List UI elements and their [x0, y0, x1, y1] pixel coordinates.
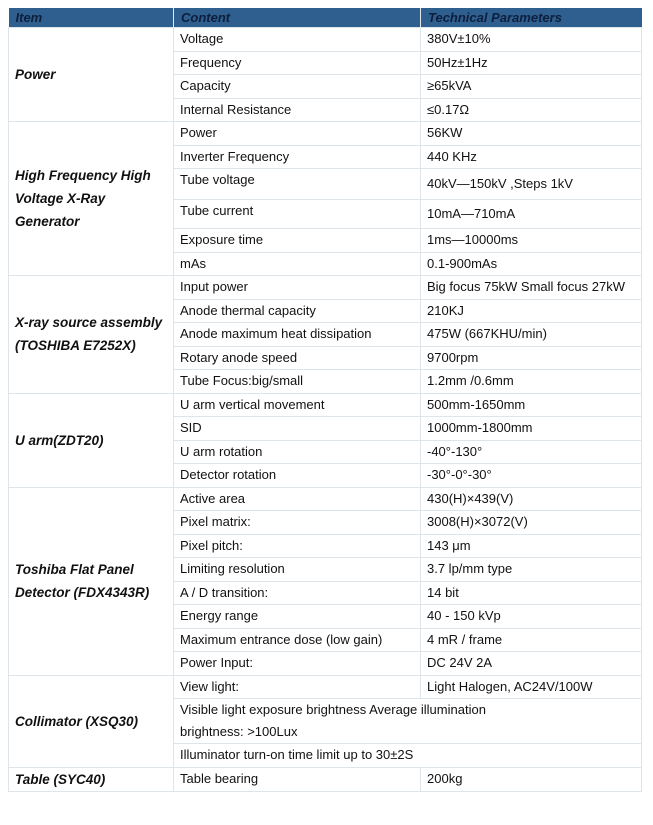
content-cell: Rotary anode speed: [174, 346, 421, 370]
content-cell-wide: Visible light exposure brightness Average illumination brightness: >100Lux: [174, 699, 642, 744]
content-cell: Frequency: [174, 51, 421, 75]
param-cell: 40 - 150 kVp: [421, 605, 642, 629]
param-cell: 440 KHz: [421, 145, 642, 169]
table-row: [9, 28, 642, 52]
table-row: [9, 393, 642, 417]
content-cell: Inverter Frequency: [174, 145, 421, 169]
param-cell: DC 24V 2A: [421, 652, 642, 676]
param-cell: 0.1-900mAs: [421, 252, 642, 276]
param-cell: 10mA—710mA: [421, 200, 642, 229]
param-cell: 56KW: [421, 122, 642, 146]
param-cell: 210KJ: [421, 299, 642, 323]
content-cell: View light:: [174, 675, 421, 699]
table-row: [9, 675, 642, 699]
content-cell: Pixel pitch:: [174, 534, 421, 558]
content-cell: Tube current: [174, 200, 421, 229]
item-flat-panel-detector: Toshiba Flat Panel Detector (FDX4343R): [9, 487, 174, 675]
content-cell: Tube voltage: [174, 169, 421, 200]
param-cell: 4 mR / frame: [421, 628, 642, 652]
content-cell: Power Input:: [174, 652, 421, 676]
param-cell: 143 μm: [421, 534, 642, 558]
content-cell: Energy range: [174, 605, 421, 629]
content-cell: Limiting resolution: [174, 558, 421, 582]
param-cell: 50Hz±1Hz: [421, 51, 642, 75]
content-cell: A / D transition:: [174, 581, 421, 605]
content-cell: Pixel matrix:: [174, 511, 421, 535]
param-cell: 475W (667KHU/min): [421, 323, 642, 347]
content-cell: SID: [174, 417, 421, 441]
content-cell: mAs: [174, 252, 421, 276]
content-cell: U arm rotation: [174, 440, 421, 464]
header-item: Item: [9, 8, 174, 28]
param-cell: 380V±10%: [421, 28, 642, 52]
item-xray-generator: High Frequency High Voltage X-Ray Generator: [9, 122, 174, 276]
table-row: [9, 122, 642, 146]
content-cell: Table bearing: [174, 767, 421, 791]
param-cell: 3.7 lp/mm type: [421, 558, 642, 582]
param-cell: 1ms—10000ms: [421, 229, 642, 253]
param-cell: Light Halogen, AC24V/100W: [421, 675, 642, 699]
content-cell: Voltage: [174, 28, 421, 52]
item-collimator: Collimator (XSQ30): [9, 675, 174, 767]
spec-table: [8, 8, 642, 792]
param-cell: 40kV—150kV ,Steps 1kV: [421, 169, 642, 200]
content-cell: Input power: [174, 276, 421, 300]
param-cell: 1.2mm /0.6mm: [421, 370, 642, 394]
content-cell: Anode maximum heat dissipation: [174, 323, 421, 347]
param-cell: 1000mm-1800mm: [421, 417, 642, 441]
content-cell: U arm vertical movement: [174, 393, 421, 417]
param-cell: ≤0.17Ω: [421, 98, 642, 122]
param-cell: 500mm-1650mm: [421, 393, 642, 417]
content-cell: Power: [174, 122, 421, 146]
item-u-arm: U arm(ZDT20): [9, 393, 174, 487]
item-power: Power: [9, 28, 174, 122]
content-cell: Tube Focus:big/small: [174, 370, 421, 394]
content-cell: Internal Resistance: [174, 98, 421, 122]
param-cell: 200kg: [421, 767, 642, 791]
table-row: [9, 276, 642, 300]
table-row: [9, 767, 642, 791]
content-cell: Capacity: [174, 75, 421, 99]
param-cell: -40°-130°: [421, 440, 642, 464]
content-cell: Detector rotation: [174, 464, 421, 488]
header-content: Content: [174, 8, 421, 28]
table-header-row: [9, 8, 642, 28]
content-cell: Exposure time: [174, 229, 421, 253]
table-row: [9, 487, 642, 511]
content-cell-wide: Illuminator turn-on time limit up to 30±2S: [174, 744, 642, 768]
item-xray-source-assembly: X-ray source assembly (TOSHIBA E7252X): [9, 276, 174, 394]
content-cell: Maximum entrance dose (low gain): [174, 628, 421, 652]
param-cell: 430(H)×439(V): [421, 487, 642, 511]
param-cell: -30°-0°-30°: [421, 464, 642, 488]
param-cell: Big focus 75kW Small focus 27kW: [421, 276, 642, 300]
param-cell: 14 bit: [421, 581, 642, 605]
header-technical-parameters: Technical Parameters: [421, 8, 642, 28]
content-cell: Active area: [174, 487, 421, 511]
param-cell: 9700rpm: [421, 346, 642, 370]
item-table: Table (SYC40): [9, 767, 174, 791]
content-cell: Anode thermal capacity: [174, 299, 421, 323]
param-cell: ≥65kVA: [421, 75, 642, 99]
param-cell: 3008(H)×3072(V): [421, 511, 642, 535]
